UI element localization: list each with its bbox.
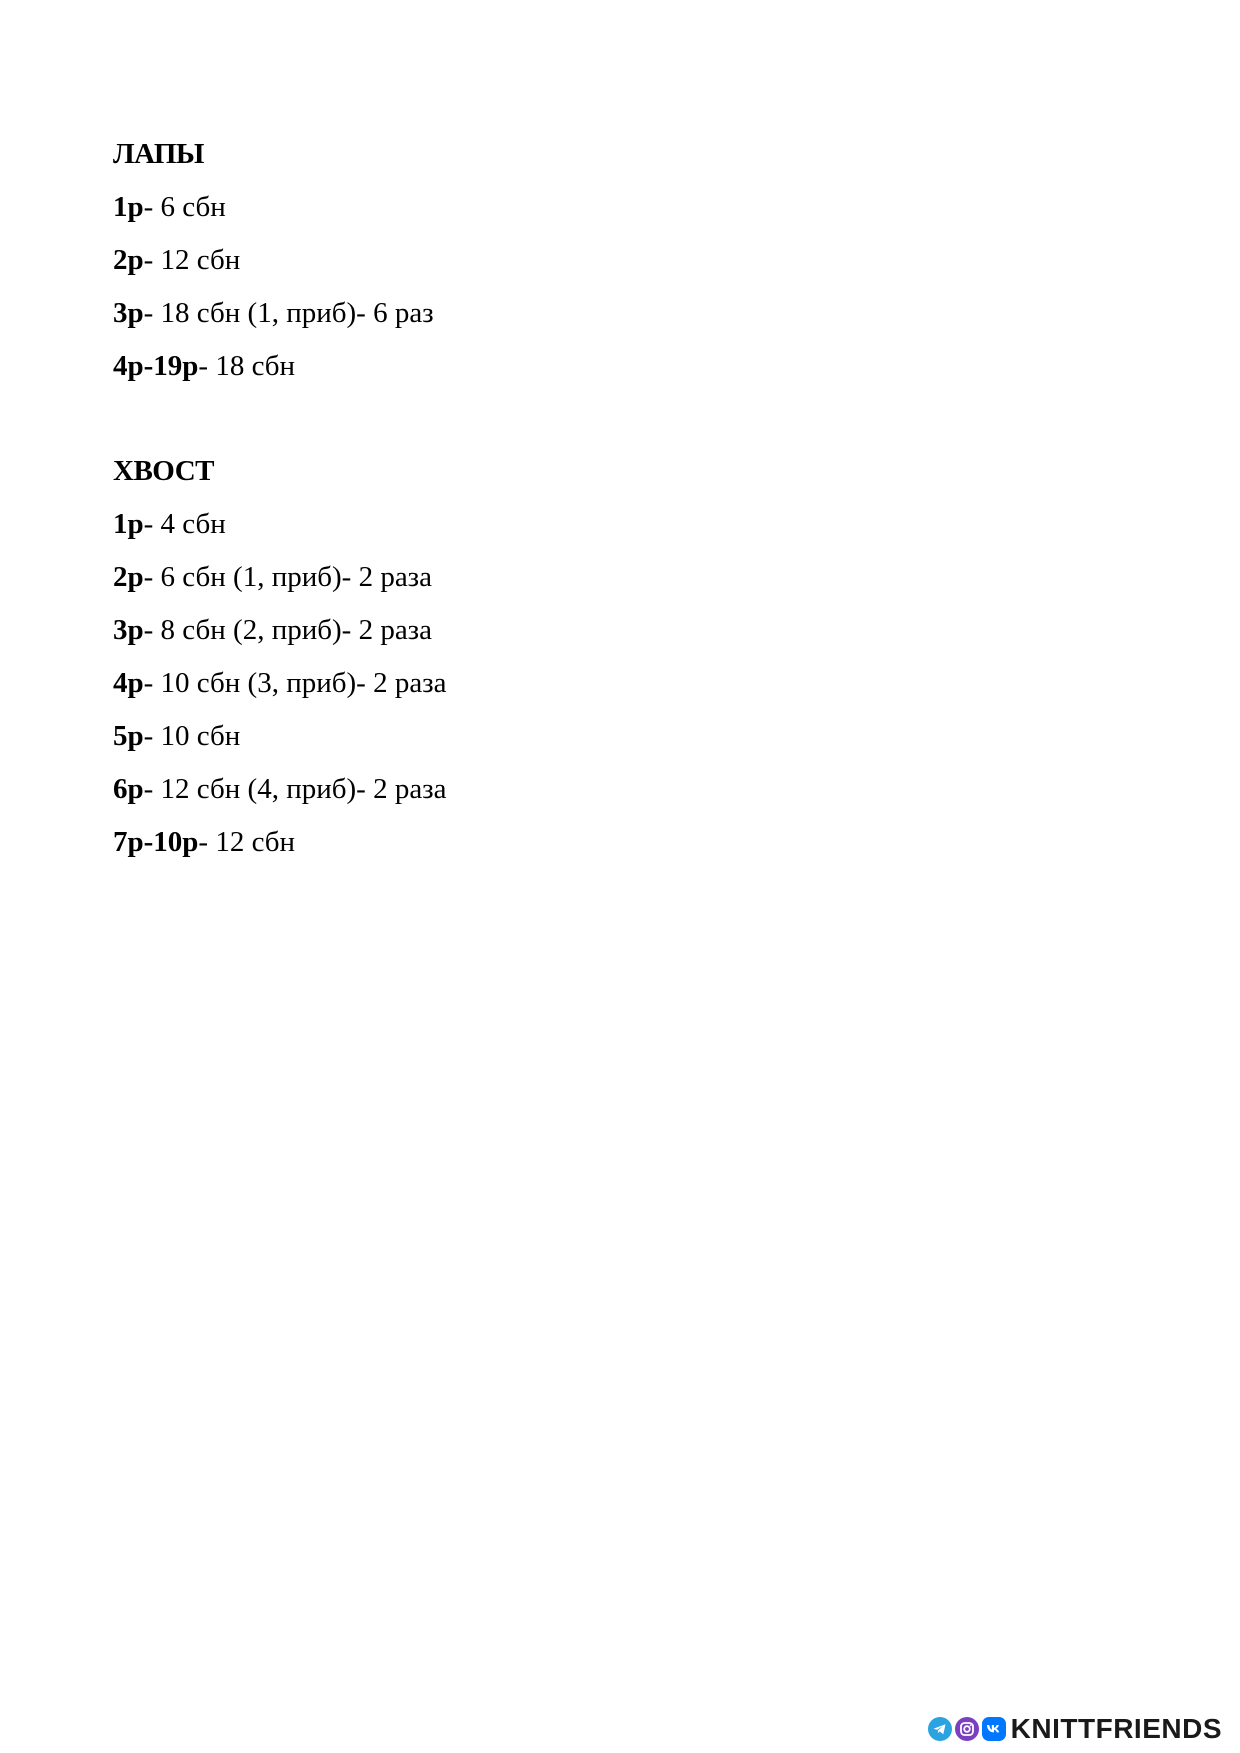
pattern-row [113,510,447,563]
row-number: 7р-10р [113,826,199,858]
row-number: 3р [113,297,144,329]
pattern-row [113,299,434,352]
pattern-row [113,616,447,669]
row-number: 1р [113,191,144,223]
row-instruction: - 6 сбн (1, приб)- 2 раза [143,561,433,593]
row-number: 2р [113,561,144,593]
pattern-row [113,246,434,299]
pattern-row [113,563,447,616]
row-number: 4р [113,667,144,699]
row-number: 4р-19р [113,350,199,382]
row-instruction: - 10 сбн [143,720,241,752]
pattern-row [113,828,447,881]
footer-brand-logo [928,1713,1222,1745]
section-lapy [113,140,434,405]
telegram-icon [928,1717,952,1741]
row-instruction: - 8 сбн (2, приб)- 2 раза [143,614,433,646]
row-number: 2р [113,244,144,276]
vk-icon [982,1717,1006,1741]
section-hvost [113,457,447,881]
row-instruction: - 18 сбн [198,350,296,382]
row-instruction: - 12 сбн (4, приб)- 2 раза [143,773,447,805]
row-instruction: - 12 сбн [198,826,296,858]
pattern-row [113,193,434,246]
pattern-row [113,722,447,775]
pattern-row [113,352,434,405]
row-instruction: - 6 сбн [143,191,226,223]
section-heading: ЛАПЫ [113,138,204,170]
row-number: 1р [113,508,144,540]
section-heading: ХВОСТ [113,455,214,487]
row-instruction: - 18 сбн (1, приб)- 6 раз [143,297,434,329]
row-number: 5р [113,720,144,752]
row-number: 3р [113,614,144,646]
row-number: 6р [113,773,144,805]
row-instruction: - 12 сбн [143,244,241,276]
pattern-row [113,775,447,828]
row-instruction: - 10 сбн (3, приб)- 2 раза [143,667,447,699]
pattern-row [113,669,447,722]
row-instruction: - 4 сбн [143,508,226,540]
brand-name: KNITTFRIENDS [1010,1713,1222,1744]
instagram-icon [955,1717,979,1741]
